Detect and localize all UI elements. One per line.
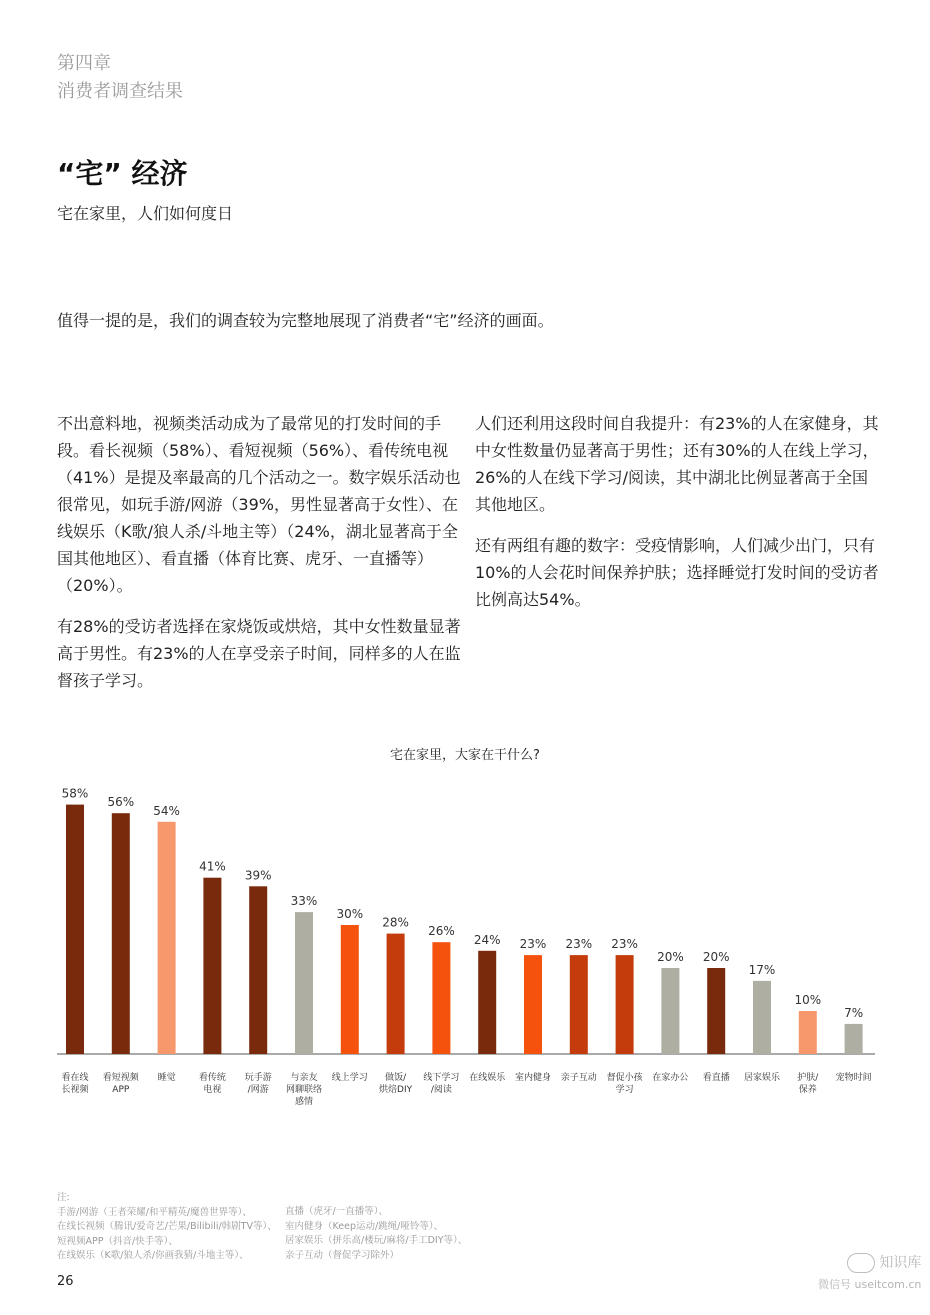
page-title: “宅” 经济 (57, 157, 188, 190)
bar (478, 951, 496, 1054)
note-line: 居家娱乐（拼乐高/楼玩/麻将/手工DIY等）、 (285, 1235, 468, 1246)
bar-value-label: 23% (519, 937, 547, 952)
body-paragraph: 不出意料地，视频类活动成为了最常见的打发时间的手段。看长视频（58%）、看短视频（56%）、看传统电视（41%）是提及率最高的几个活动之一。数字娱乐活动也很常见，如玩手游/网游（39%，男性显著高于女性）、在线娱乐（K歌/狼人杀/斗地主等）（24%，湖北显著高于全国其他地区）、看直播（体育比赛、虎牙、一直播等）（20%）。 (57, 414, 461, 595)
page-number: 26 (57, 1274, 74, 1289)
chart-title: 宅在家里，大家在干什么? (390, 748, 540, 763)
bar-value-label: 17% (748, 962, 776, 977)
x-tick-label: 督促小孩学习 (606, 1073, 643, 1095)
x-tick-label: 睡觉 (157, 1073, 176, 1083)
bar-value-label: 20% (702, 950, 730, 964)
bar-value-label: 28% (382, 915, 409, 930)
bar-value-label: 10% (794, 993, 822, 1007)
bar-value-label: 23% (611, 937, 638, 952)
bar (799, 1011, 817, 1054)
bar-value-label: 58% (61, 786, 89, 801)
body-paragraph: 人们还利用这段时间自我提升：有23%的人在家健身，其中女性数量仍显著高于男性；还有30%的人在线上学习，26%的人在线下学习/阅读，其中湖北比例显著高于全国其他地区。 (475, 414, 879, 514)
x-tick-label: 室内健身 (514, 1073, 552, 1083)
note-line: 室内健身（Keep运动/跳绳/哑铃等）、 (285, 1220, 444, 1232)
bar (570, 955, 588, 1054)
bar (295, 912, 313, 1054)
bar (249, 886, 267, 1054)
bar (753, 981, 771, 1054)
bar (616, 955, 634, 1054)
note-line: 手游/网游（王者荣耀/和平精英/魔兽世界等）、 (57, 1206, 252, 1218)
bar (387, 934, 405, 1054)
notes-right (285, 1205, 467, 1263)
x-tick-label: 做饭/烘焙DIY (379, 1073, 413, 1095)
x-tick-label: 在家办公 (652, 1073, 689, 1083)
bar-chart (0, 780, 930, 1120)
x-tick-label: 看直播 (702, 1073, 730, 1083)
body-right-column (475, 410, 879, 627)
bar (112, 813, 130, 1054)
intro-paragraph: 值得一提的是，我们的调查较为完整地展现了消费者“宅”经济的画面。 (57, 311, 554, 330)
watermark (818, 1252, 921, 1296)
bar-value-label: 41% (199, 859, 226, 874)
bar-value-label: 30% (336, 907, 364, 921)
bar-value-label: 54% (153, 803, 180, 818)
x-tick-label: 玩手游/网游 (244, 1073, 272, 1095)
body-paragraph: 还有两组有趣的数字：受疫情影响，人们减少出门，只有10%的人会花时间保养护肤；选择睡觉打发时间的受访者比例高达54%。 (475, 536, 879, 609)
x-tick-label: 在线娱乐 (469, 1073, 506, 1083)
x-tick-label: 宠物时间 (835, 1073, 872, 1083)
bar-value-label: 7% (844, 1005, 864, 1020)
bar (707, 968, 725, 1054)
bar (845, 1024, 863, 1054)
bar-value-label: 33% (290, 894, 318, 909)
notes-label: 注: (57, 1192, 70, 1203)
wechat-icon (847, 1253, 875, 1273)
x-tick-label: 线上学习 (331, 1073, 368, 1083)
x-tick-label: 与亲友网聊联络感情 (285, 1073, 323, 1107)
body-left-column (57, 410, 461, 708)
note-line: 亲子互动（督促学习除外） (285, 1249, 400, 1261)
bar-value-label: 39% (244, 868, 272, 883)
x-tick-label: 看传统电视 (198, 1073, 226, 1095)
watermark-sub: 微信号 useitcom.cn (818, 1278, 922, 1291)
x-tick-label: 看在线长视频 (61, 1073, 89, 1095)
bar-value-label: 24% (473, 932, 501, 947)
x-tick-label: 护肤/保养 (797, 1073, 819, 1095)
x-tick-label: 线下学习/阅读 (423, 1073, 460, 1095)
bar (341, 925, 359, 1054)
note-line: 直播（虎牙/一直播等）、 (285, 1206, 388, 1217)
x-tick-label: 亲子互动 (560, 1073, 597, 1083)
bar (524, 955, 542, 1054)
section-label: 消费者调查结果 (57, 81, 183, 102)
notes-left (57, 1191, 277, 1264)
note-line: 短视频APP（抖音/快手等）、 (57, 1235, 178, 1247)
bar-value-label: 20% (657, 950, 684, 964)
bar-value-label: 26% (428, 924, 455, 939)
bar (66, 805, 84, 1054)
chapter-header (57, 50, 183, 106)
x-tick-label: 居家娱乐 (743, 1073, 781, 1083)
watermark-name: 知识库 (879, 1255, 922, 1271)
bar-value-label: 23% (565, 937, 593, 952)
bar (661, 968, 679, 1054)
bar (432, 942, 450, 1054)
body-paragraph: 有28%的受访者选择在家烧饭或烘焙，其中女性数量显著高于男性。有23%的人在享受亲子时间，同样多的人在监督孩子学习。 (57, 617, 461, 690)
bar (158, 822, 176, 1054)
x-tick-label: 看短视频 APP (102, 1073, 139, 1095)
chapter-label: 第四章 (57, 53, 111, 74)
note-line: 在线长视频（腾讯/爱奇艺/芒果/Bilibili/韩剧TV等）、 (57, 1221, 277, 1232)
note-line: 在线娱乐（K歌/狼人杀/你画我猜/斗地主等）、 (57, 1250, 249, 1261)
bar-value-label: 56% (107, 795, 135, 810)
page-subtitle: 宅在家里，人们如何度日 (57, 204, 234, 223)
bar (203, 878, 221, 1054)
